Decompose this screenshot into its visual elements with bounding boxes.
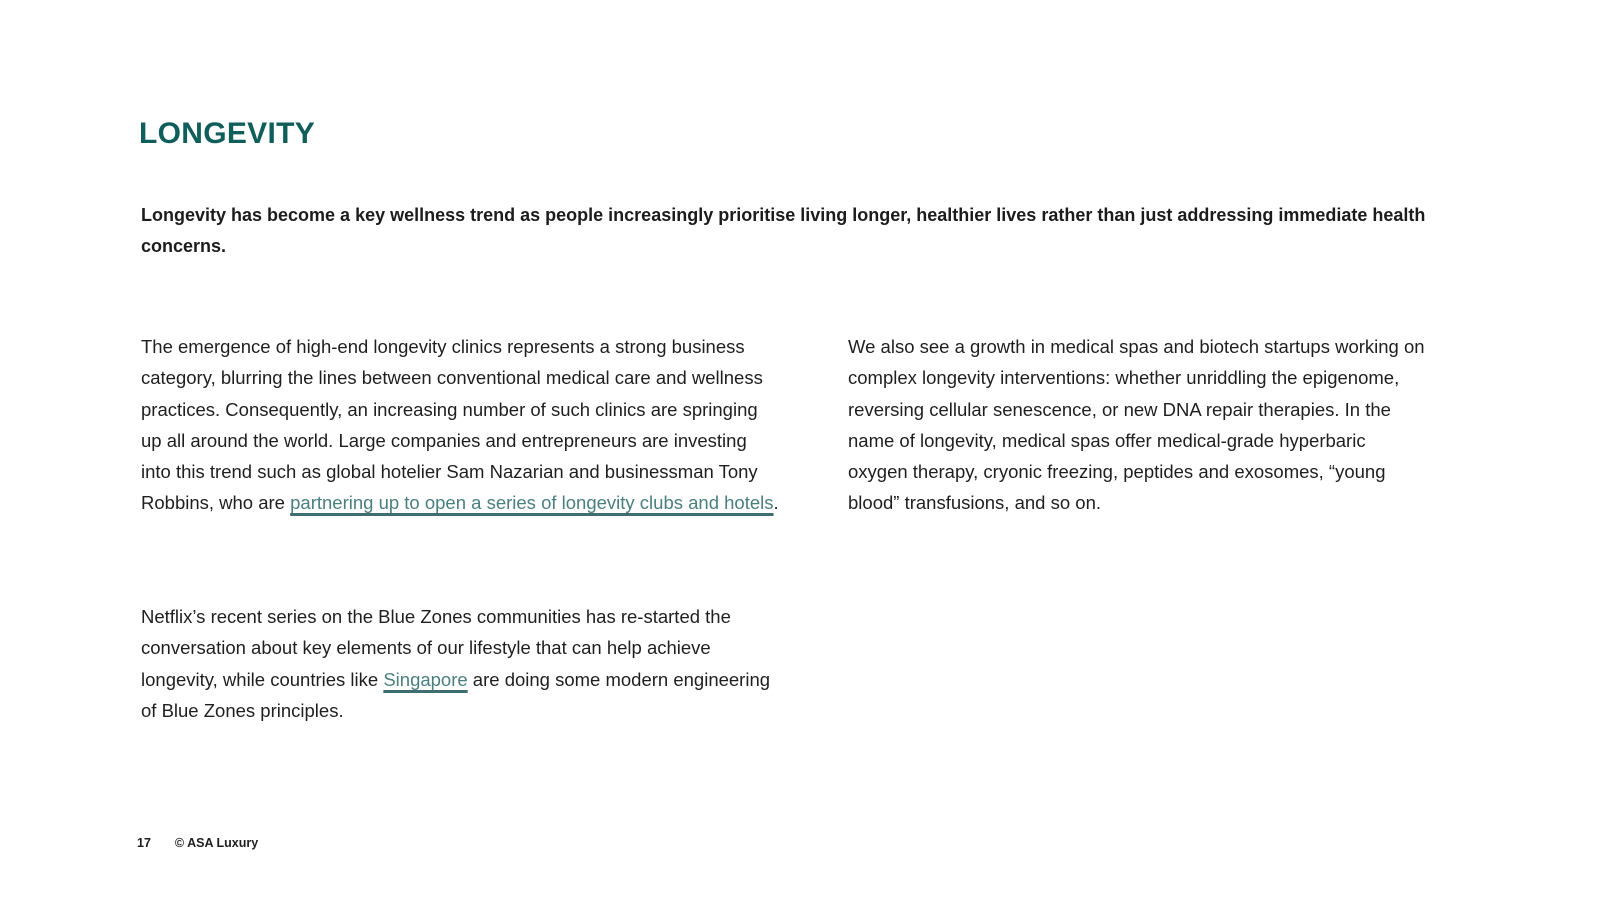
left-paragraph-2-text-before: Netflix’s recent series on the Blue Zones communities has re-started the conversation about key elements of our lifestyle that can help achieve longevity, while countries like (141, 606, 731, 690)
singapore-link[interactable]: Singapore (383, 668, 468, 690)
left-paragraph-2-text-after: are doing some modern engineering of Blue Zones principles. (141, 668, 771, 721)
left-paragraph-1-suffix: . (773, 492, 779, 514)
longevity-clubs-link[interactable]: partnering up to open a series of longevity clubs and hotels (290, 492, 774, 514)
page-number: 17 (137, 836, 151, 850)
copyright: © ASA Luxury (174, 836, 259, 850)
lead-paragraph: Longevity has become a key wellness trend as people increasingly prioritise living longer, healthier lives rather than just addressing immediate health concerns. (141, 205, 1426, 256)
left-paragraph-1 (141, 331, 781, 519)
left-paragraph-1-text: The emergence of high-end longevity clinics represents a strong business category, blurring the lines between conventional medical care and wellness practices. Consequently, an increasing number of such clinics are springing up all around the world. Large companies and entrepreneurs are investing into this trend such as global hotelier Sam Nazarian and businessman Tony Robbins, who are (141, 336, 763, 514)
slide-title: LONGEVITY (139, 117, 316, 150)
footer (137, 836, 258, 850)
right-paragraph: We also see a growth in medical spas and biotech startups working on complex longevity interventions: whether unriddling the epigenome, reversing cellular senescence, or new DNA repair therapies. In the name of longevity, medical spas offer medical-grade hyperbaric oxygen therapy, cryonic freezing, peptides and exosomes, “young blood” transfusions, and so on. (848, 336, 1425, 514)
left-paragraph-2 (141, 601, 781, 726)
